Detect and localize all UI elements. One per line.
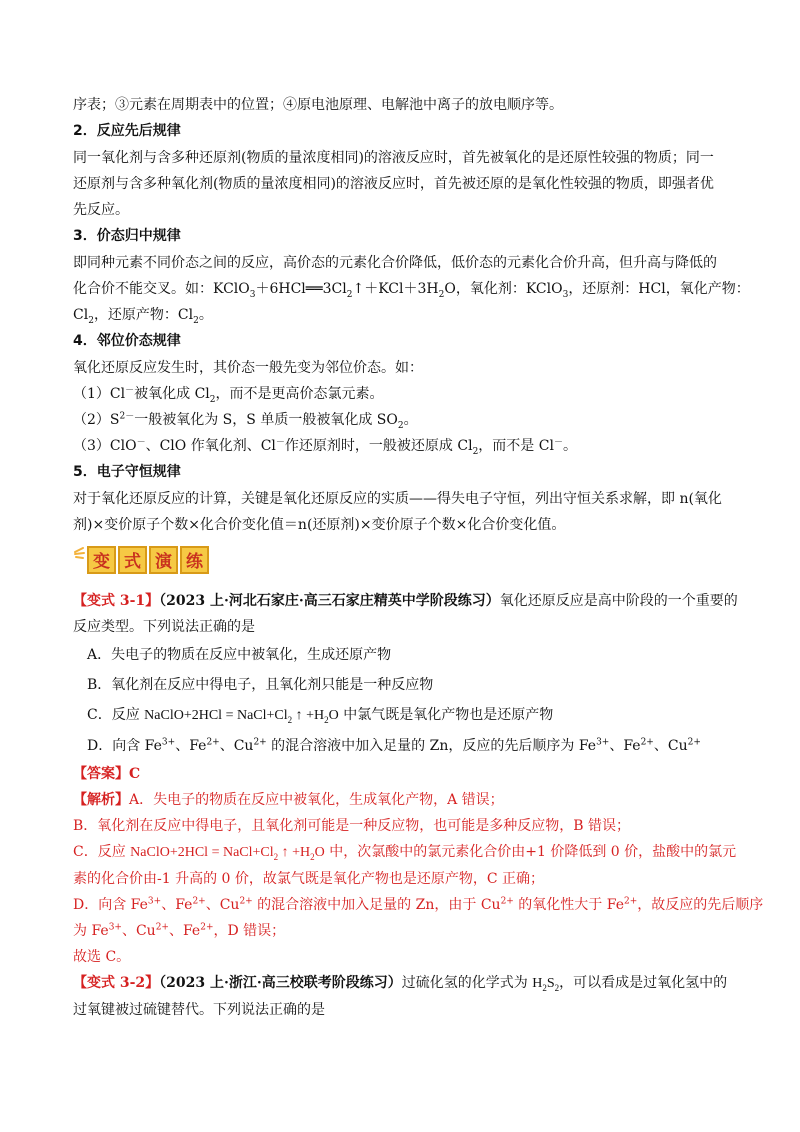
section-3-line-2: 化合价不能交叉。如：$KClO_3+6HCl══3Cl_2↑+KCl+3H_2O$，氧化剂：KClO$_3$，还原剂：HCl，氧化产物： — [73, 281, 750, 300]
section-2-line-2: 还原剂与含多种氧化剂(物质的量浓度相同)的溶液反应时，首先被还原的是氧化性较强的物质，即强者优 — [73, 176, 714, 192]
analysis-c-2: 素的化合价由-1 升高的 0 价，故氯气既是氧化产物也是还原产物，C 正确； — [73, 871, 545, 887]
section-4-item-1: （1）Cl－被氧化成 $Cl_2$，而不是更高价态氯元素。 — [73, 385, 384, 405]
answer-line: 【答案】C — [73, 766, 141, 782]
document-page — [73, 92, 764, 1023]
section-2-line-3: 先反应。 — [73, 202, 129, 218]
section-4-item-2: $(2)S^{2-}$一般被氧化为 S，S 单质一般被氧化成 $SO_2$。 — [73, 411, 418, 431]
section-4-line-1: 氧化还原反应发生时，其价态一般先变为邻位价态。如： — [73, 360, 423, 376]
option-d: D．向含 $Fe^{3+}$、$Fe^{2+}$、$Cu^{2+}$ 的混合溶液中加入足量的 Zn，反应的先后顺序为 $Fe^{3+}$、$Fe^{2+}$、$Cu^{2+}$ — [87, 737, 701, 754]
banner-char-3: 演 — [149, 546, 178, 574]
analysis-b: B．氧化剂在反应中得电子，且氧化剂可能是一种反应物，也可能是多种反应物，B 错误； — [73, 818, 631, 834]
analysis-d-2: 为 $Fe^{3+}$、$Cu^{2+}$、$Fe^{2+}$，D 错误； — [73, 922, 286, 939]
answer-value: C — [129, 766, 141, 782]
analysis-a: 【解析】A．失电子的物质在反应中被氧化，生成氧化产物，A 错误； — [73, 792, 504, 808]
section-5-title: 5．电子守恒规律 — [73, 464, 181, 480]
question-source: （2023 上·浙江·高三校联考阶段练习） — [159, 975, 402, 991]
section-5-line-1: 对于氧化还原反应的计算，关键是氧化还原反应的实质——得失电子守恒，列出守恒关系求解，即 n(氧化 — [73, 491, 722, 507]
option-b: B．氧化剂在反应中得电子，且氧化剂只能是一种反应物 — [87, 677, 434, 693]
section-3-line-3: $Cl_2$，还原产物：$Cl_2$。 — [73, 307, 213, 326]
option-c: C．反应 NaClO+2HCl = $NaCl+Cl_2$ ↑ $+H_2O$ 中氯气既是氧化产物也是还原产物 — [87, 707, 554, 725]
option-a: A．失电子的物质在反应中被氧化，生成还原产物 — [87, 647, 392, 663]
analysis-conclusion: 故选 C。 — [73, 949, 131, 965]
question-3-2-stem: 【变式 3-2】（2023 上·浙江·高三校联考阶段练习）过硫化氢的化学式为 $H_2S_2$，可以看成是过氧化氢中的 — [73, 975, 728, 993]
practice-banner — [73, 544, 727, 584]
section-4-title: 4．邻位价态规律 — [73, 333, 181, 349]
analysis-c-1: C．反应 NaClO+2HCl = $NaCl+Cl_2$ ↑ $+H_2O$ 中，次氯酸中的氯元素化合价由+1 价降低到 0 价，盐酸中的氯元 — [73, 844, 737, 862]
section-5-line-2: 剂)×变价原子个数×化合价变化值＝n(还原剂)×变价原子个数×化合价变化值。 — [73, 517, 566, 533]
question-tag: 【变式 3-2】 — [73, 975, 160, 991]
section-4-item-3: （3）ClO－、ClO 作氧化剂、Cl－作还原剂时，一般被还原成 $Cl_2$，而不是 Cl－。 — [73, 437, 577, 457]
question-3-1-stem: 【变式 3-1】（2023 上·河北石家庄·高三石家庄精英中学阶段练习）氧化还原反应是高中阶段的一个重要的 — [73, 593, 738, 609]
question-source: （2023 上·河北石家庄·高三石家庄精英中学阶段练习） — [159, 593, 500, 609]
section-3-line-1: 即同种元素不同价态之间的反应，高价态的元素化合价降低，低价态的元素化合价升高，但升高与降低的 — [73, 255, 717, 271]
analysis-d-1: D．向含 $Fe^{3+}$、$Fe^{2+}$、$Cu^{2+}$ 的混合溶液中加入足量的 Zn，由于 $Cu^{2+}$ 的氧化性大于 $Fe^{2+}$，故反应的先后顺序 — [73, 896, 764, 913]
question-3-2-stem-2: 过氧键被过硫键替代。下列说法正确的是 — [73, 1002, 325, 1018]
question-tag: 【变式 3-1】 — [73, 593, 160, 609]
banner-char-1: 变 — [87, 546, 116, 574]
banner-char-4: 练 — [180, 546, 209, 574]
question-3-1-stem-2: 反应类型。下列说法正确的是 — [73, 619, 255, 635]
intro-line: 序表；③元素在周期表中的位置；④原电池原理、电解池中离子的放电顺序等。 — [73, 97, 563, 113]
section-2-title: 2．反应先后规律 — [73, 123, 181, 139]
banner-char-2: 式 — [118, 546, 147, 574]
section-2-line-1: 同一氧化剂与含多种还原剂(物质的量浓度相同)的溶液反应时，首先被氧化的是还原性较强的物质；同一 — [73, 150, 714, 166]
section-3-title: 3．价态归中规律 — [73, 228, 181, 244]
